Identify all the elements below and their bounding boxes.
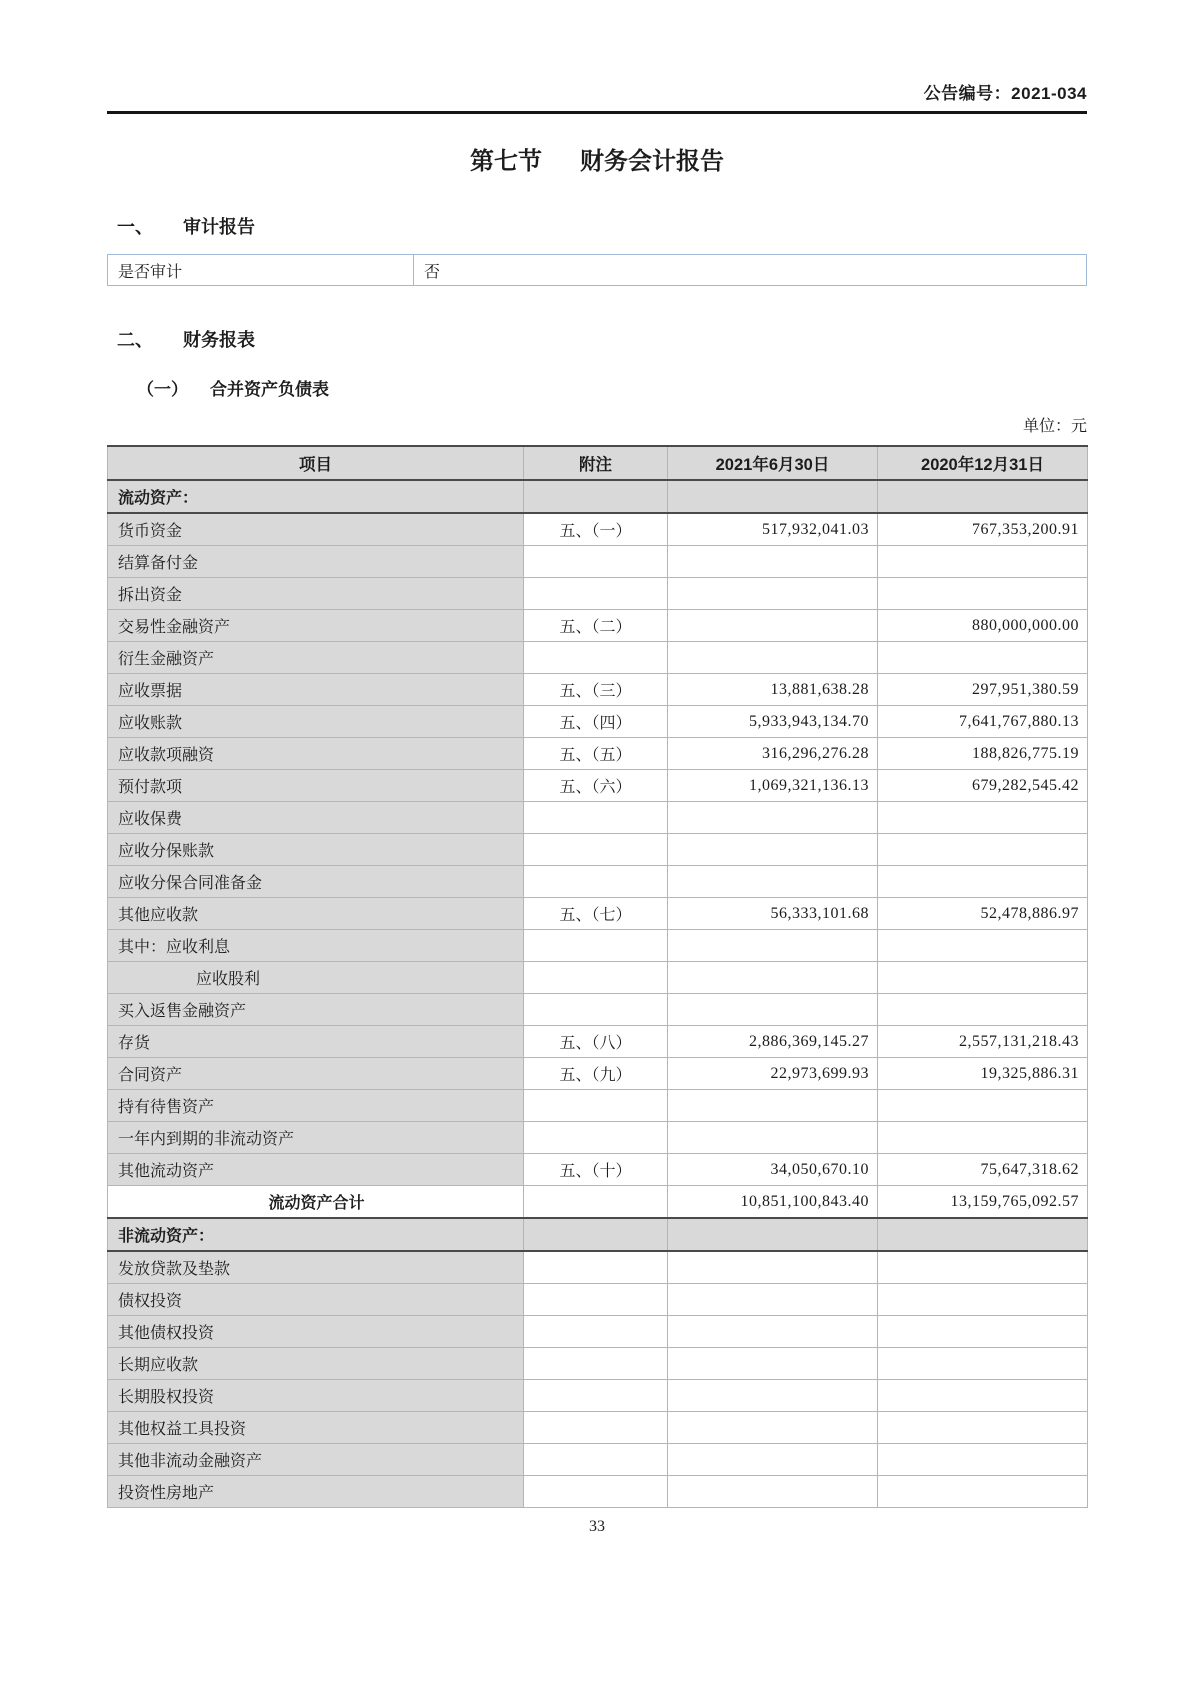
page-title-text: 财务会计报告	[580, 148, 724, 175]
table-row	[108, 706, 1088, 738]
table-row	[108, 578, 1088, 610]
audit-answer-value: 否	[414, 255, 1087, 286]
audit-section-number: 一、	[117, 217, 153, 237]
table-row	[108, 1186, 1088, 1219]
note-cell	[524, 1218, 668, 1251]
note-cell	[524, 930, 668, 962]
value-2021-cell	[668, 866, 878, 898]
table-row	[108, 1284, 1088, 1316]
item-cell: 发放贷款及垫款	[108, 1251, 524, 1284]
item-cell: 投资性房地产	[108, 1476, 524, 1508]
page-title-section: 第七节	[470, 148, 542, 175]
value-2020-cell: 297,951,380.59	[878, 674, 1088, 706]
value-2021-cell: 5,933,943,134.70	[668, 706, 878, 738]
value-2021-cell: 22,973,699.93	[668, 1058, 878, 1090]
value-2020-cell: 75,647,318.62	[878, 1154, 1088, 1186]
item-cell: 其他非流动金融资产	[108, 1444, 524, 1476]
note-cell	[524, 1251, 668, 1284]
value-2020-cell	[878, 1348, 1088, 1380]
item-cell: 流动资产合计	[108, 1186, 524, 1219]
value-2020-cell	[878, 578, 1088, 610]
note-cell: 五、（四）	[524, 706, 668, 738]
table-row	[108, 1090, 1088, 1122]
table-row	[108, 834, 1088, 866]
item-cell: 预付款项	[108, 770, 524, 802]
table-row	[108, 1316, 1088, 1348]
table-row	[108, 1251, 1088, 1284]
value-2021-cell	[668, 1122, 878, 1154]
note-cell	[524, 1444, 668, 1476]
value-2020-cell: 13,159,765,092.57	[878, 1186, 1088, 1219]
value-2021-cell	[668, 546, 878, 578]
table-header-cell-3: 2020年12月31日	[878, 446, 1088, 480]
value-2020-cell: 880,000,000.00	[878, 610, 1088, 642]
note-cell	[524, 1090, 668, 1122]
value-2020-cell	[878, 480, 1088, 513]
note-cell	[524, 994, 668, 1026]
item-cell: 存货	[108, 1026, 524, 1058]
note-cell	[524, 1380, 668, 1412]
audit-section-title: 审计报告	[183, 217, 255, 237]
note-cell	[524, 1316, 668, 1348]
value-2021-cell: 34,050,670.10	[668, 1154, 878, 1186]
table-row	[108, 738, 1088, 770]
item-cell: 一年内到期的非流动资产	[108, 1122, 524, 1154]
note-cell: 五、（三）	[524, 674, 668, 706]
item-cell: 应收款项融资	[108, 738, 524, 770]
table-row	[108, 1412, 1088, 1444]
table-header-cell-1: 附注	[524, 446, 668, 480]
value-2021-cell	[668, 834, 878, 866]
value-2021-cell: 316,296,276.28	[668, 738, 878, 770]
value-2020-cell	[878, 866, 1088, 898]
table-row	[108, 1380, 1088, 1412]
value-2021-cell	[668, 1218, 878, 1251]
value-2021-cell	[668, 1476, 878, 1508]
item-cell: 应收账款	[108, 706, 524, 738]
table-row	[108, 866, 1088, 898]
page-number: 33	[589, 1518, 605, 1535]
table-row	[108, 1444, 1088, 1476]
statements-section-number: 二、	[117, 330, 153, 350]
table-row	[108, 642, 1088, 674]
value-2021-cell	[668, 642, 878, 674]
value-2021-cell	[668, 1348, 878, 1380]
item-cell: 合同资产	[108, 1058, 524, 1090]
balance-sheet-subheading	[107, 379, 1087, 401]
table-row	[108, 1026, 1088, 1058]
table-header-cell-0: 项目	[108, 446, 524, 480]
value-2021-cell: 1,069,321,136.13	[668, 770, 878, 802]
note-cell: 五、（八）	[524, 1026, 668, 1058]
value-2021-cell	[668, 1251, 878, 1284]
note-cell	[524, 1284, 668, 1316]
value-2020-cell: 52,478,886.97	[878, 898, 1088, 930]
table-header-row	[108, 446, 1088, 480]
value-2021-cell: 517,932,041.03	[668, 513, 878, 546]
value-2020-cell: 767,353,200.91	[878, 513, 1088, 546]
item-cell: 应收分保账款	[108, 834, 524, 866]
value-2020-cell	[878, 1444, 1088, 1476]
item-cell: 其他应收款	[108, 898, 524, 930]
value-2020-cell	[878, 1090, 1088, 1122]
note-cell: 五、（七）	[524, 898, 668, 930]
value-2020-cell	[878, 962, 1088, 994]
table-row	[108, 930, 1088, 962]
note-cell: 五、（二）	[524, 610, 668, 642]
note-cell: 五、（九）	[524, 1058, 668, 1090]
table-row	[108, 610, 1088, 642]
note-cell	[524, 546, 668, 578]
table-row	[108, 898, 1088, 930]
value-2021-cell	[668, 610, 878, 642]
statements-section-heading	[107, 328, 1087, 352]
item-cell: 长期股权投资	[108, 1380, 524, 1412]
table-row	[108, 770, 1088, 802]
value-2020-cell	[878, 1122, 1088, 1154]
table-row	[108, 1348, 1088, 1380]
table-row	[108, 546, 1088, 578]
value-2020-cell	[878, 930, 1088, 962]
value-2020-cell: 19,325,886.31	[878, 1058, 1088, 1090]
value-2020-cell	[878, 1380, 1088, 1412]
value-2020-cell: 679,282,545.42	[878, 770, 1088, 802]
item-cell: 长期应收款	[108, 1348, 524, 1380]
document-page	[107, 0, 1087, 1537]
note-cell	[524, 642, 668, 674]
value-2021-cell	[668, 1380, 878, 1412]
value-2020-cell	[878, 834, 1088, 866]
item-cell: 拆出资金	[108, 578, 524, 610]
balance-sheet-subheading-number: （一）	[137, 380, 188, 399]
item-cell: 其他债权投资	[108, 1316, 524, 1348]
table-row	[108, 1058, 1088, 1090]
audit-section-heading	[107, 215, 1087, 239]
table-row	[108, 674, 1088, 706]
balance-sheet-table	[107, 445, 1088, 1508]
value-2021-cell: 56,333,101.68	[668, 898, 878, 930]
value-2021-cell	[668, 962, 878, 994]
table-row	[108, 513, 1088, 546]
note-cell	[524, 866, 668, 898]
item-cell: 应收分保合同准备金	[108, 866, 524, 898]
announcement-number: 公告编号：2021-034	[923, 84, 1087, 103]
statements-section-title: 财务报表	[183, 330, 255, 350]
note-cell: 五、（六）	[524, 770, 668, 802]
table-row	[108, 1218, 1088, 1251]
value-2021-cell: 2,886,369,145.27	[668, 1026, 878, 1058]
note-cell	[524, 1476, 668, 1508]
note-cell	[524, 962, 668, 994]
item-cell: 买入返售金融资产	[108, 994, 524, 1026]
table-row	[108, 480, 1088, 513]
value-2021-cell	[668, 480, 878, 513]
audit-question-label: 是否审计	[108, 255, 414, 286]
value-2021-cell	[668, 1316, 878, 1348]
value-2020-cell	[878, 994, 1088, 1026]
value-2020-cell	[878, 642, 1088, 674]
header-rule	[107, 111, 1087, 114]
item-cell: 应收股利	[108, 962, 524, 994]
unit-label: 单位：元	[1022, 418, 1087, 435]
value-2020-cell	[878, 1316, 1088, 1348]
value-2020-cell	[878, 1412, 1088, 1444]
table-row	[108, 802, 1088, 834]
value-2020-cell: 2,557,131,218.43	[878, 1026, 1088, 1058]
table-row	[108, 1122, 1088, 1154]
note-cell	[524, 578, 668, 610]
item-cell: 其中：应收利息	[108, 930, 524, 962]
item-cell: 应收保费	[108, 802, 524, 834]
note-cell	[524, 834, 668, 866]
value-2020-cell	[878, 802, 1088, 834]
item-cell: 流动资产：	[108, 480, 524, 513]
value-2020-cell: 188,826,775.19	[878, 738, 1088, 770]
item-cell: 其他权益工具投资	[108, 1412, 524, 1444]
audit-question-table	[107, 254, 1087, 286]
value-2021-cell	[668, 578, 878, 610]
item-cell: 债权投资	[108, 1284, 524, 1316]
item-cell: 其他流动资产	[108, 1154, 524, 1186]
value-2021-cell: 10,851,100,843.40	[668, 1186, 878, 1219]
value-2021-cell	[668, 930, 878, 962]
table-row	[108, 962, 1088, 994]
note-cell	[524, 1186, 668, 1219]
value-2020-cell	[878, 1476, 1088, 1508]
table-header-cell-2: 2021年6月30日	[668, 446, 878, 480]
item-cell: 持有待售资产	[108, 1090, 524, 1122]
value-2021-cell	[668, 1412, 878, 1444]
value-2021-cell	[668, 1444, 878, 1476]
note-cell: 五、（十）	[524, 1154, 668, 1186]
note-cell	[524, 1122, 668, 1154]
value-2021-cell	[668, 1090, 878, 1122]
item-cell: 非流动资产：	[108, 1218, 524, 1251]
balance-sheet-subheading-title: 合并资产负债表	[210, 380, 329, 399]
value-2021-cell: 13,881,638.28	[668, 674, 878, 706]
table-row	[108, 1476, 1088, 1508]
value-2021-cell	[668, 802, 878, 834]
item-cell: 货币资金	[108, 513, 524, 546]
item-cell: 交易性金融资产	[108, 610, 524, 642]
value-2020-cell	[878, 1284, 1088, 1316]
item-cell: 衍生金融资产	[108, 642, 524, 674]
note-cell	[524, 802, 668, 834]
item-cell: 应收票据	[108, 674, 524, 706]
note-cell: 五、（五）	[524, 738, 668, 770]
table-row	[108, 1154, 1088, 1186]
value-2020-cell	[878, 1218, 1088, 1251]
note-cell	[524, 480, 668, 513]
note-cell	[524, 1348, 668, 1380]
value-2020-cell	[878, 546, 1088, 578]
value-2021-cell	[668, 994, 878, 1026]
item-cell: 结算备付金	[108, 546, 524, 578]
value-2021-cell	[668, 1284, 878, 1316]
table-row	[108, 994, 1088, 1026]
note-cell: 五、（一）	[524, 513, 668, 546]
value-2020-cell: 7,641,767,880.13	[878, 706, 1088, 738]
page-title	[107, 147, 1087, 177]
value-2020-cell	[878, 1251, 1088, 1284]
note-cell	[524, 1412, 668, 1444]
